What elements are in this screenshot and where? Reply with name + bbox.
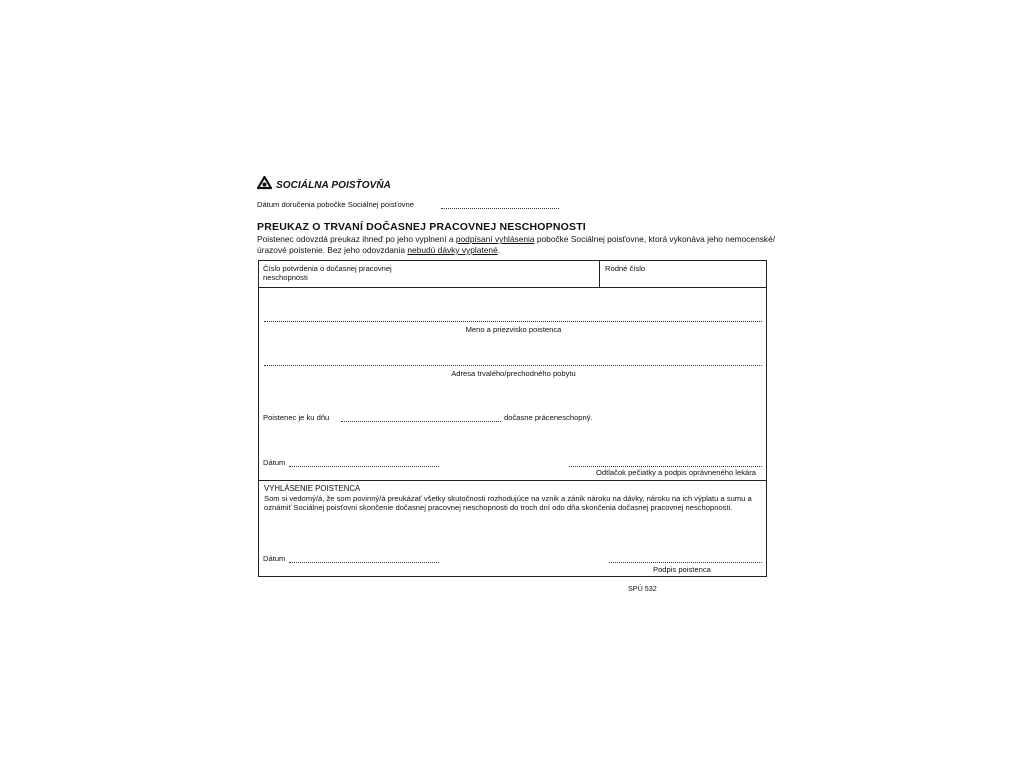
address-field[interactable] xyxy=(264,365,762,366)
intro-text xyxy=(257,234,777,256)
doctor-label: Odtlačok pečiatky a podpis oprávneného lekára xyxy=(596,468,756,477)
logo-icon xyxy=(257,176,272,195)
doctor-signature-field[interactable] xyxy=(569,466,762,467)
birth-number-label: Rodné číslo xyxy=(605,264,646,273)
declaration-body: Som si vedomý/á, že som povinný/á preukázať všetky skutočnosti rozhodujúce na vznik a zánik nároku na dávky, nároku na ich výplatu a sumu a oznámiť Sociálnej poisťovni skončenie dočasnej pracovnej neschopnosti do troch dní odo dňa skončenia dočasnej pracovnej neschopnosti. xyxy=(264,494,752,513)
date-label: Dátum xyxy=(263,458,286,467)
incapable-prefix: Poistenec je ku dňu xyxy=(263,413,330,422)
declaration-heading: VYHLÁSENIE POISTENCA xyxy=(264,484,361,493)
signature-field[interactable] xyxy=(609,562,762,563)
delivery-date-field[interactable] xyxy=(441,208,559,209)
document-title: PREUKAZ O TRVANÍ DOČASNEJ PRACOVNEJ NESCHOPNOSTI xyxy=(257,221,586,233)
intro-part-1: Poistenec odovzdá preukaz ihneď po jeho vyplnení a xyxy=(257,234,456,244)
logo xyxy=(257,177,397,193)
column-divider xyxy=(599,261,600,287)
name-label: Meno a priezvisko poistenca xyxy=(465,325,562,334)
date-field[interactable] xyxy=(289,466,439,467)
intro-part-3: . xyxy=(497,245,501,255)
intro-underline-1: podpísaní vyhlásenia xyxy=(455,234,535,244)
signature-label: Podpis poistenca xyxy=(653,565,711,574)
address-label: Adresa trvalého/prechodného pobytu xyxy=(451,369,576,378)
logo-text: SOCIÁLNA POISŤOVŇA xyxy=(276,179,391,191)
delivery-date-label: Dátum doručenia pobočke Sociálnej poisťovne xyxy=(257,200,414,209)
name-field[interactable] xyxy=(264,321,762,322)
intro-underline-2: nebudú dávky vyplatené xyxy=(407,245,498,255)
declaration-date-field[interactable] xyxy=(289,562,439,563)
declaration-section xyxy=(259,480,766,576)
certificate-number-label: Číslo potvrdenia o dočasnej pracovnej neschopnosti xyxy=(263,264,392,282)
incapable-suffix: dočasne práceneschopný. xyxy=(504,413,593,422)
form-code: SPÚ 532 xyxy=(628,584,657,593)
form-box xyxy=(258,260,767,577)
declaration-date-label: Dátum xyxy=(263,554,286,563)
row-divider xyxy=(259,287,766,288)
intro-part-2: pobočke Sociálnej poisťovne, ktorá vykonáva jeho nemocenské/úrazové poistenie. Bez jeho odovzdania xyxy=(257,234,776,255)
incapable-date-field[interactable] xyxy=(341,421,501,422)
